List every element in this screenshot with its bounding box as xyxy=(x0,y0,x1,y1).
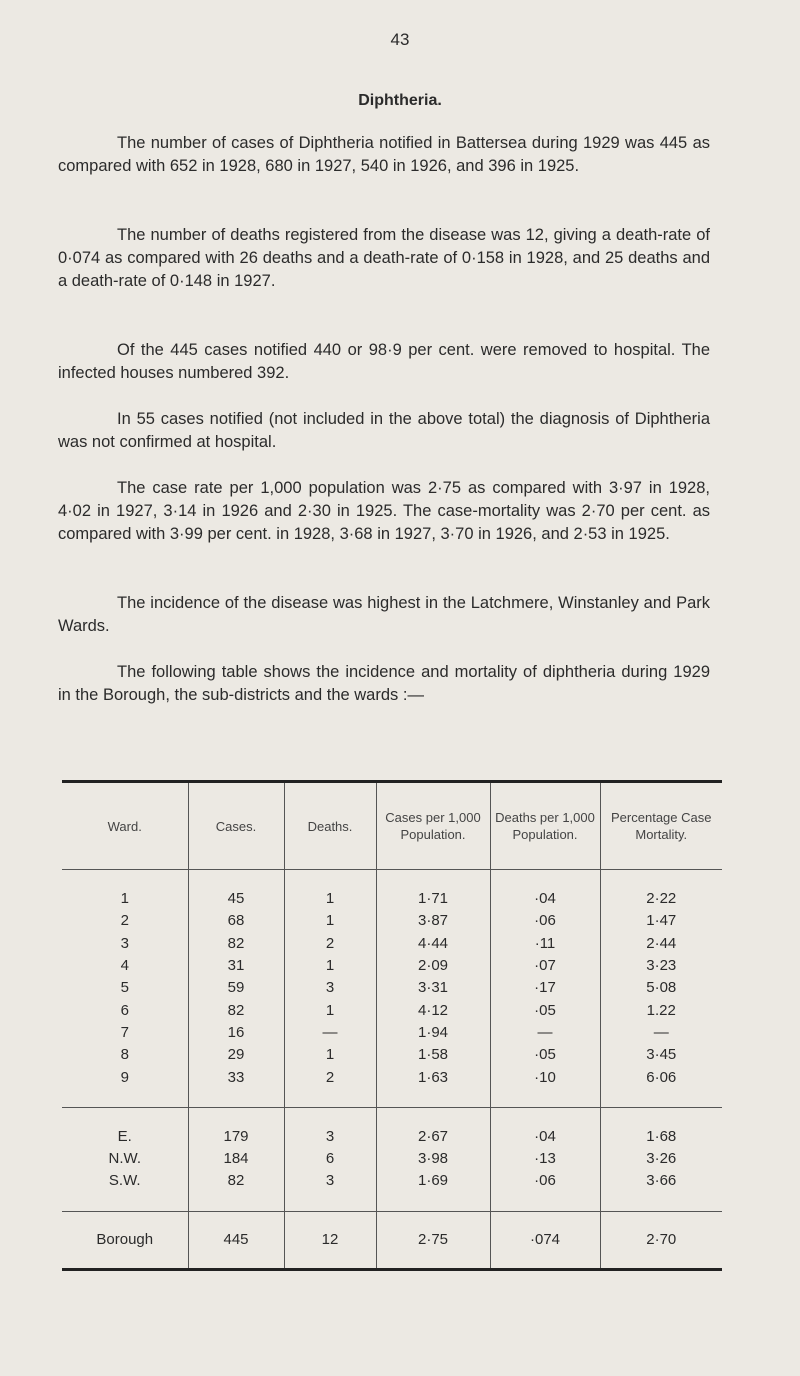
deaths-rate-cell: ·13 xyxy=(490,1148,600,1170)
paragraph-hospital: Of the 445 cases notified 440 or 98·9 per cent. were removed to hospital. The infected houses numbered 392. xyxy=(58,341,710,382)
mortality-cell: 2·70 xyxy=(600,1211,722,1268)
deaths-cell: 6 xyxy=(284,1148,376,1170)
table-row xyxy=(62,1022,722,1044)
table-spacer-row xyxy=(62,1089,722,1108)
mortality-cell: 1.22 xyxy=(600,999,722,1021)
paragraph-table-intro: The following table shows the incidence and mortality of diphtheria during 1929 in the Borough, the sub-districts and the wards :— xyxy=(58,663,710,704)
table-row xyxy=(62,1126,722,1148)
cases-rate-cell: 1·63 xyxy=(376,1066,490,1088)
cases-cell: 16 xyxy=(188,1022,284,1044)
deaths-rate-cell: ·06 xyxy=(490,910,600,932)
table-bottom-rule xyxy=(62,1268,722,1271)
ward-cell: 3 xyxy=(120,934,129,952)
deaths-cell: 1 xyxy=(284,910,376,932)
cases-cell: 445 xyxy=(188,1211,284,1268)
ward-cell: S.W. xyxy=(108,1172,141,1190)
deaths-rate-cell: ·17 xyxy=(490,977,600,999)
deaths-rate-cell: ·074 xyxy=(490,1211,600,1268)
deaths-cell: — xyxy=(284,1022,376,1044)
header-ward: Ward. xyxy=(62,783,188,870)
table-spacer-row xyxy=(62,1107,722,1126)
table-row xyxy=(62,1066,722,1088)
deaths-rate-cell: ·07 xyxy=(490,955,600,977)
cases-cell: 82 xyxy=(188,933,284,955)
paragraph-cases: The number of cases of Diphtheria notified in Battersea during 1929 was 445 as compared with 652 in 1928, 680 in 1927, 540 in 1926, and 396 in 1925. xyxy=(58,134,710,175)
mortality-cell: 6·06 xyxy=(600,1066,722,1088)
cases-rate-cell: 3·31 xyxy=(376,977,490,999)
cases-cell: 29 xyxy=(188,1044,284,1066)
table-row xyxy=(62,888,722,910)
deaths-cell: 1 xyxy=(284,888,376,910)
table-row xyxy=(62,1148,722,1170)
deaths-cell: 1 xyxy=(284,999,376,1021)
cases-cell: 82 xyxy=(188,999,284,1021)
ward-cell: 5 xyxy=(120,979,129,997)
page-number: 43 xyxy=(390,30,410,49)
deaths-rate-cell: ·04 xyxy=(490,888,600,910)
mortality-cell: 5·08 xyxy=(600,977,722,999)
deaths-rate-cell: — xyxy=(490,1022,600,1044)
deaths-cell: 1 xyxy=(284,955,376,977)
cases-rate-cell: 3·87 xyxy=(376,910,490,932)
mortality-cell: 1·47 xyxy=(600,910,722,932)
ward-cell: 6 xyxy=(120,1001,129,1019)
borough-total-row xyxy=(62,1211,722,1268)
ward-cell: 7 xyxy=(120,1023,129,1041)
ward-cell: Borough xyxy=(96,1230,154,1248)
cases-rate-cell: 2·67 xyxy=(376,1126,490,1148)
diphtheria-table xyxy=(62,780,722,1271)
cases-rate-cell: 4·44 xyxy=(376,933,490,955)
table-spacer-row xyxy=(62,870,722,889)
cases-rate-cell: 1·94 xyxy=(376,1022,490,1044)
paragraph-incidence: The incidence of the disease was highest in the Latchmere, Winstanley and Park Wards. xyxy=(58,594,710,635)
table-row xyxy=(62,1170,722,1192)
cases-cell: 59 xyxy=(188,977,284,999)
paragraph-deaths: The number of deaths registered from the disease was 12, giving a death-rate of 0·074 as compared with 26 deaths and a death-rate of 0·158 in 1928, and 25 deaths and a death-rate of 0·148 in 1927. xyxy=(58,226,710,290)
cases-rate-cell: 1·58 xyxy=(376,1044,490,1066)
table-row xyxy=(62,933,722,955)
cases-rate-cell: 1·69 xyxy=(376,1170,490,1192)
deaths-cell: 3 xyxy=(284,1126,376,1148)
deaths-rate-cell: ·06 xyxy=(490,1170,600,1192)
deaths-cell: 3 xyxy=(284,1170,376,1192)
deaths-rate-cell: ·10 xyxy=(490,1066,600,1088)
cases-rate-cell: 3·98 xyxy=(376,1148,490,1170)
deaths-cell: 3 xyxy=(284,977,376,999)
cases-rate-cell: 1·71 xyxy=(376,888,490,910)
ward-cell: 4 xyxy=(120,957,129,975)
table-row xyxy=(62,977,722,999)
cases-cell: 184 xyxy=(188,1148,284,1170)
header-cases-per-1000: Cases per 1,000 Population. xyxy=(376,783,490,870)
deaths-rate-cell: ·11 xyxy=(490,933,600,955)
deaths-rate-cell: ·04 xyxy=(490,1126,600,1148)
table-header-row xyxy=(62,783,722,870)
mortality-cell: 1·68 xyxy=(600,1126,722,1148)
mortality-cell: — xyxy=(600,1022,722,1044)
paragraph-case-rate: The case rate per 1,000 population was 2·75 as compared with 3·97 in 1928, 4·02 in 1927, 3·14 in 1926 and 2·30 in 1925. The case-mortality was 2·70 per cent. as compared with 3·99 per cent. in 1928, 3·68 in 1927, 3·70 in 1926, and 2·53 in 1925. xyxy=(58,479,710,543)
table-row xyxy=(62,1044,722,1066)
table-row xyxy=(62,999,722,1021)
table-row xyxy=(62,955,722,977)
ward-cell: 8 xyxy=(120,1046,129,1064)
cases-rate-cell: 2·75 xyxy=(376,1211,490,1268)
table-row xyxy=(62,910,722,932)
deaths-rate-cell: ·05 xyxy=(490,1044,600,1066)
cases-rate-cell: 4·12 xyxy=(376,999,490,1021)
mortality-cell: 3·66 xyxy=(600,1170,722,1192)
deaths-cell: 2 xyxy=(284,1066,376,1088)
cases-cell: 45 xyxy=(188,888,284,910)
deaths-cell: 1 xyxy=(284,1044,376,1066)
deaths-cell: 12 xyxy=(284,1211,376,1268)
cases-cell: 82 xyxy=(188,1170,284,1192)
table-spacer-row xyxy=(62,1193,722,1212)
mortality-cell: 2·44 xyxy=(600,933,722,955)
header-case-mortality: Percentage Case Mortality. xyxy=(600,783,722,870)
cases-rate-cell: 2·09 xyxy=(376,955,490,977)
cases-cell: 68 xyxy=(188,910,284,932)
cases-cell: 31 xyxy=(188,955,284,977)
mortality-cell: 3·26 xyxy=(600,1148,722,1170)
paragraph-diagnosis: In 55 cases notified (not included in the above total) the diagnosis of Diphtheria was not confirmed at hospital. xyxy=(58,410,710,451)
mortality-cell: 3·45 xyxy=(600,1044,722,1066)
header-deaths-per-1000: Deaths per 1,000 Population. xyxy=(490,783,600,870)
section-title: Diphtheria. xyxy=(358,92,442,109)
ward-cell: 9 xyxy=(120,1068,129,1086)
ward-cell: E. xyxy=(117,1127,132,1145)
ward-cell: 2 xyxy=(120,912,129,930)
cases-cell: 33 xyxy=(188,1066,284,1088)
deaths-cell: 2 xyxy=(284,933,376,955)
header-cases: Cases. xyxy=(188,783,284,870)
ward-cell: 1 xyxy=(120,890,129,908)
mortality-cell: 2·22 xyxy=(600,888,722,910)
cases-cell: 179 xyxy=(188,1126,284,1148)
deaths-rate-cell: ·05 xyxy=(490,999,600,1021)
header-deaths: Deaths. xyxy=(284,783,376,870)
mortality-cell: 3·23 xyxy=(600,955,722,977)
ward-cell: N.W. xyxy=(108,1150,141,1168)
